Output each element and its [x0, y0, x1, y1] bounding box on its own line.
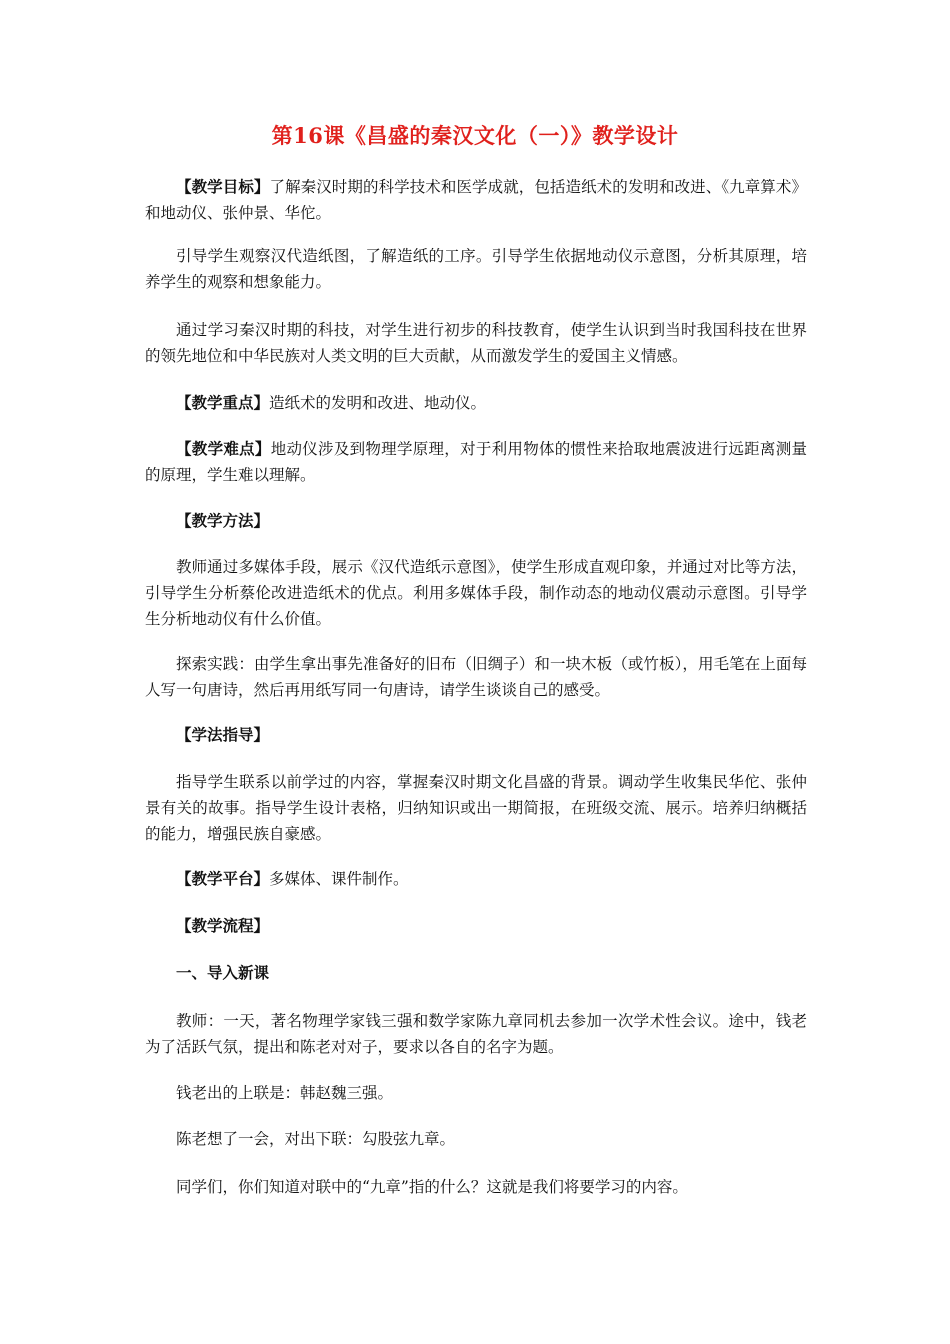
key-points-paragraph — [145, 390, 807, 416]
intro-paragraph-4: 同学们，你们知道对联中的“九章”指的什么？这就是我们将要学习的内容。 — [176, 1178, 688, 1196]
difficulties-paragraph — [145, 436, 807, 488]
key-points-text: 造纸术的发明和改进、地动仪。 — [269, 394, 487, 412]
document-title: 第16课《昌盛的秦汉文化（一）》教学设计 — [271, 123, 679, 148]
intro-paragraph-3: 陈老想了一会，对出下联：勾股弦九章。 — [176, 1130, 456, 1148]
methods-paragraph-2: 探索实践：由学生拿出事先准备好的旧布（旧绸子）和一块木板（或竹板），用毛笔在上面每人写一句唐诗，然后再用纸写同一句唐诗，请学生谈谈自己的感受。 — [145, 655, 807, 699]
goals-paragraph-2: 引导学生观察汉代造纸图，了解造纸的工序。引导学生依据地动仪示意图，分析其原理，培养学生的观察和想象能力。 — [145, 247, 807, 291]
platform-label: 【教学平台】 — [176, 869, 270, 888]
key-points-label: 【教学重点】 — [176, 393, 270, 412]
difficulties-label: 【教学难点】 — [176, 439, 271, 458]
flow-heading: 【教学流程】 — [176, 916, 270, 935]
teaching-goals-label: 【教学目标】 — [176, 177, 270, 196]
intro-paragraph-1: 教师：一天，著名物理学家钱三强和数学家陈九章同机去参加一次学术性会议。途中，钱老为了活跃气氛，提出和陈老对对子，要求以各自的名字为题。 — [145, 1012, 807, 1056]
platform-text: 多媒体、课件制作。 — [269, 870, 409, 888]
teaching-goals-text: 了解秦汉时期的科学技术和医学成就，包括造纸术的发明和改进、《九章算术》和地动仪、张仲景、华佗。 — [145, 178, 807, 222]
section-1-heading: 一、导入新课 — [176, 963, 270, 982]
intro-paragraph-2: 钱老出的上联是：韩赵魏三强。 — [176, 1084, 394, 1102]
platform-paragraph — [145, 866, 807, 892]
methods-paragraph-1: 教师通过多媒体手段，展示《汉代造纸示意图》，使学生形成直观印象，并通过对比等方法，引导学生分析蔡伦改进造纸术的优点。利用多媒体手段，制作动态的地动仪震动示意图。引导学生分析地动仪有什么价值。 — [145, 558, 807, 628]
goals-paragraph-3: 通过学习秦汉时期的科技，对学生进行初步的科技教育，使学生认识到当时我国科技在世界的领先地位和中华民族对人类文明的巨大贡献，从而激发学生的爱国主义情感。 — [145, 321, 807, 365]
guidance-heading: 【学法指导】 — [176, 725, 270, 744]
difficulties-text: 地动仪涉及到物理学原理，对于利用物体的惯性来拾取地震波进行远距离测量的原理，学生难以理解。 — [145, 440, 807, 484]
methods-heading: 【教学方法】 — [176, 511, 270, 530]
guidance-paragraph: 指导学生联系以前学过的内容，掌握秦汉时期文化昌盛的背景。调动学生收集民华佗、张仲景有关的故事。指导学生设计表格，归纳知识或出一期简报，在班级交流、展示。培养归纳概括的能力，增强民族自豪感。 — [145, 773, 807, 843]
teaching-goals-paragraph — [145, 174, 807, 226]
